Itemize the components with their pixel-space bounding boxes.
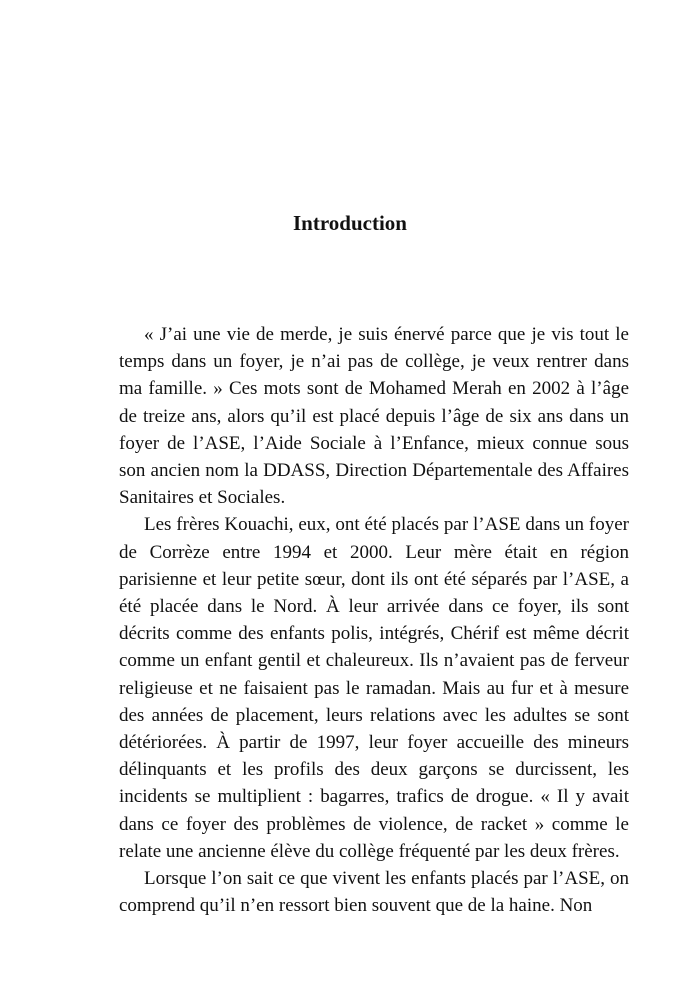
paragraph: Les frères Kouachi, eux, ont été placés par l’ASE dans un foyer de Corrèze entre 1994 et 2000. Leur mère était en région parisienne et leur petite sœur, dont ils ont été séparés par l’ASE, a été placée dans le Nord. À leur arrivée dans ce foyer, ils sont décrits comme des enfants polis, intégrés, Chérif est même décrit comme un enfant gentil et chaleureux. Ils n’avaient pas de ferveur religieuse et ne faisaient pas le ramadan. Mais au fur et à mesure des années de placement, leurs relations avec les adultes se sont détériorées. À partir de 1997, leur foyer accueille des mineurs délinquants et les profils des deux garçons se durcissent, les incidents se multiplient : bagarres, trafics de drogue. « Il y avait dans ce foyer des problèmes de violence, de racket » comme le relate une ancienne élève du collège fréquenté par les deux frères. bbox=[119, 514, 629, 862]
chapter-body bbox=[119, 321, 629, 919]
paragraph: « J’ai une vie de merde, je suis énervé parce que je vis tout le temps dans un foyer, je n’ai pas de collège, je veux rentrer dans ma famille. » Ces mots sont de Mohamed Merah en 2002 à l’âge de treize ans, alors qu’il est placé depuis l’âge de six ans dans un foyer de l’ASE, l’Aide Sociale à l’Enfance, mieux connue sous son ancien nom la DDASS, Direction Départementale des Affaires Sanitaires et Sociales. bbox=[119, 324, 629, 509]
chapter-title: Introduction bbox=[293, 211, 407, 235]
paragraph: Lorsque l’on sait ce que vivent les enfants placés par l’ASE, on comprend qu’il n’en ressort bien souvent que de la haine. Non bbox=[119, 868, 629, 917]
